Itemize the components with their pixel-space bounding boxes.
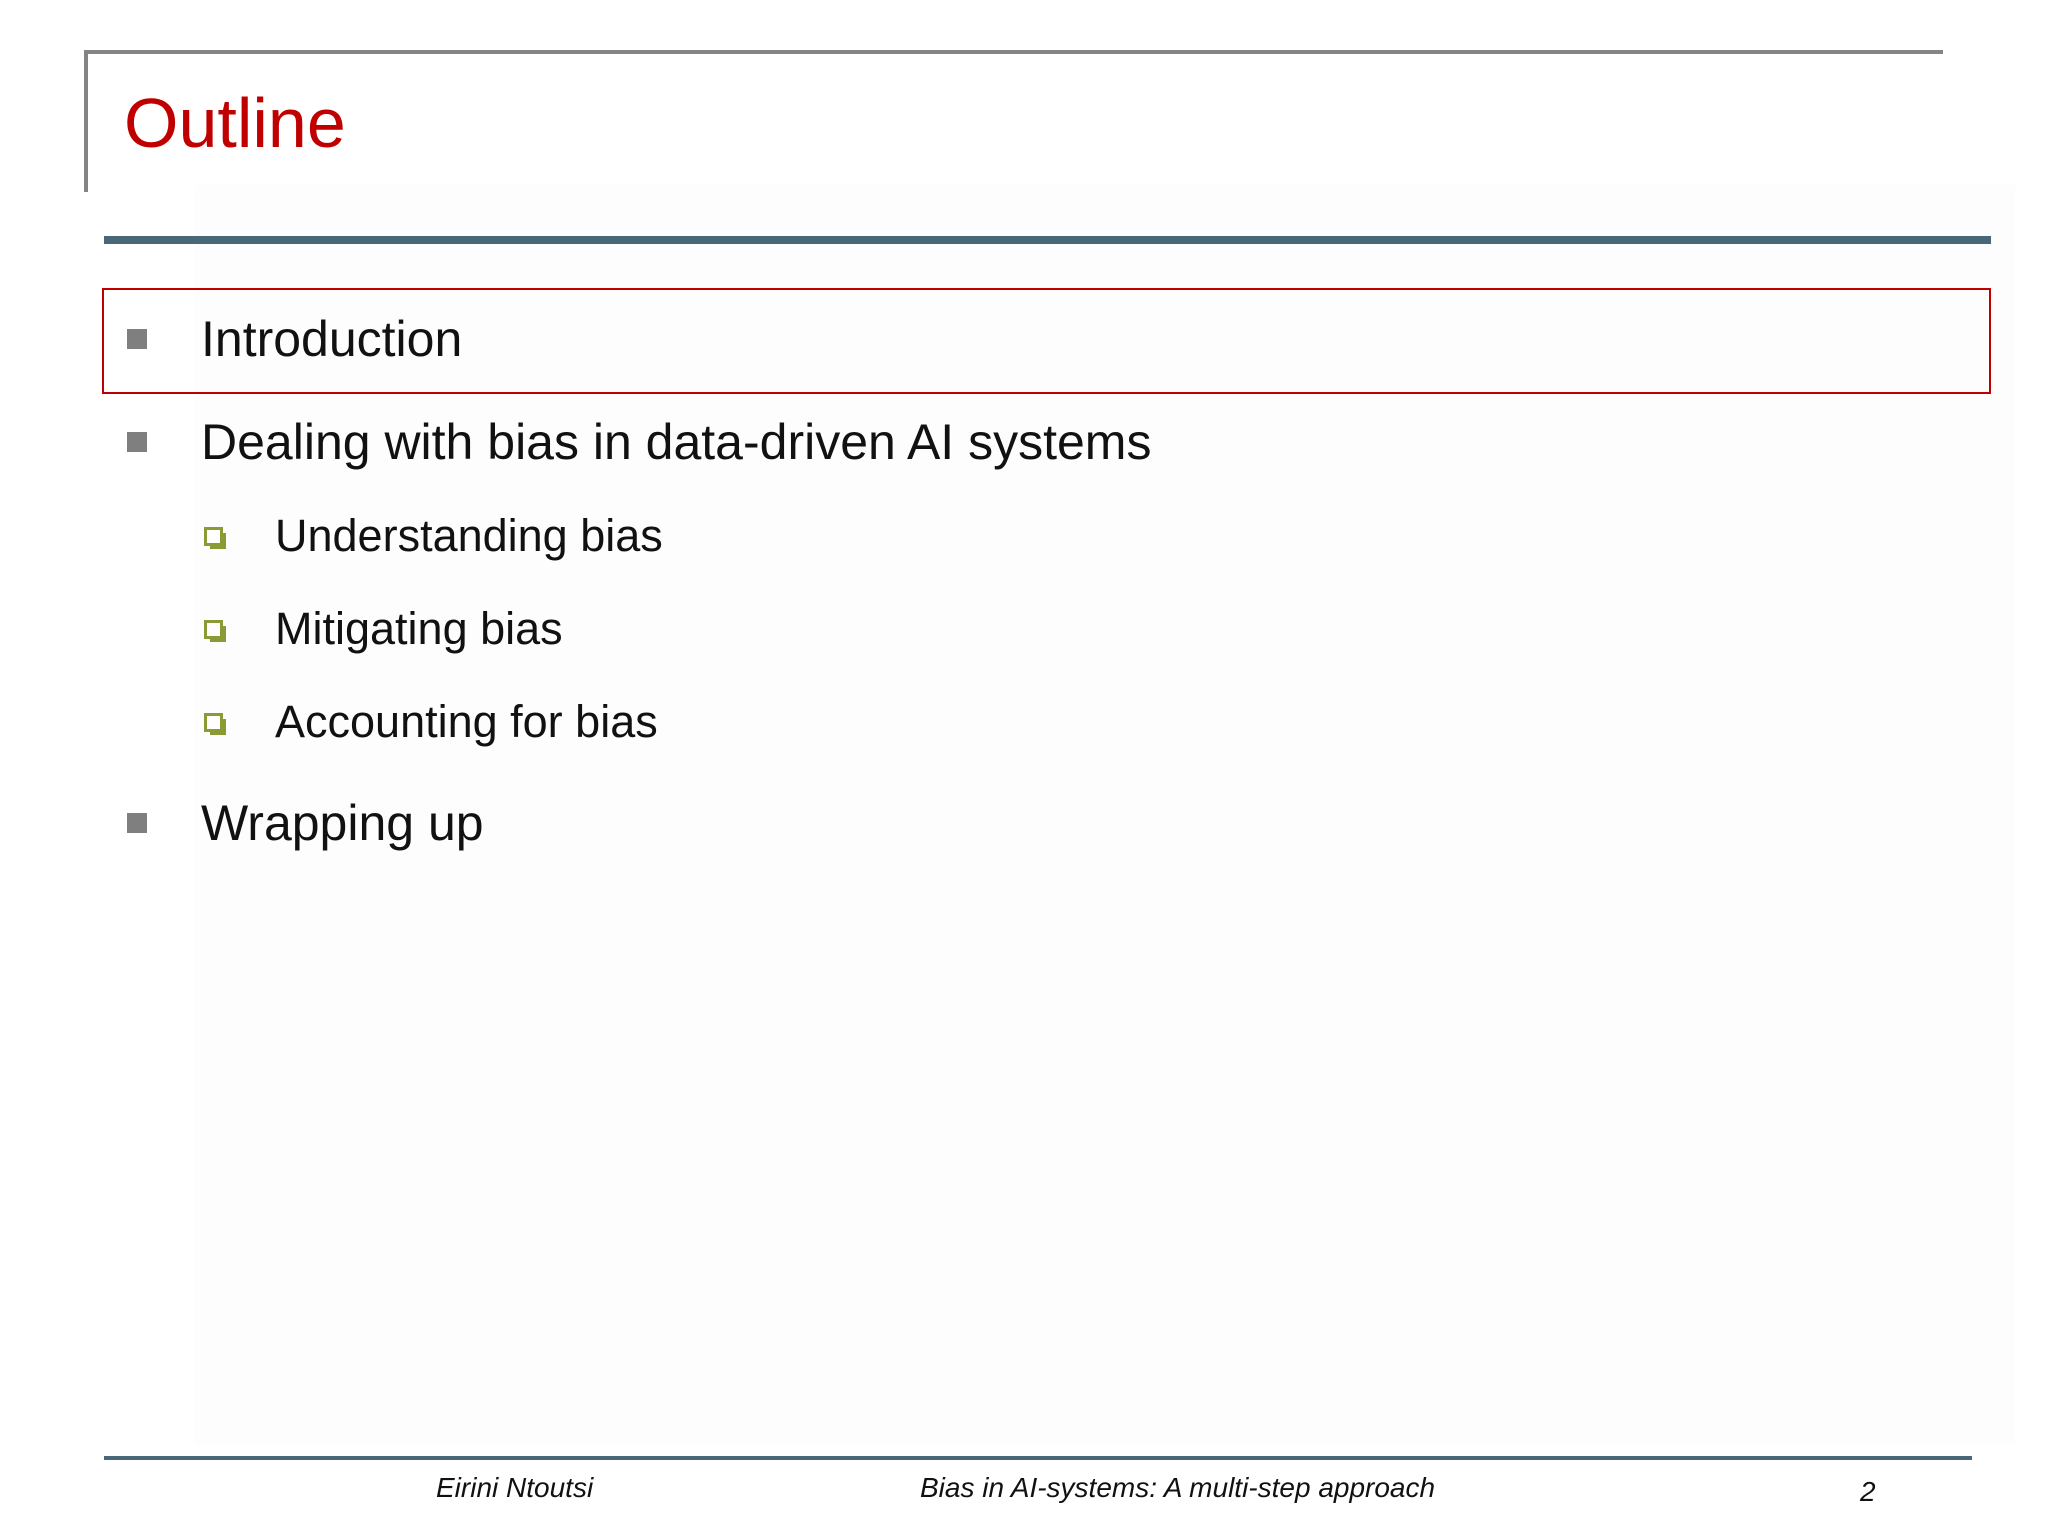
square-bullet-icon (127, 329, 147, 349)
outline-item-label: Introduction (201, 311, 463, 367)
checkbox-bullet-icon (204, 620, 223, 639)
outline-item-label: Wrapping up (201, 795, 484, 851)
outline-item-label: Dealing with bias in data-driven AI systems (201, 414, 1152, 470)
square-bullet-icon (127, 813, 147, 833)
page-number: 2 (1860, 1476, 1876, 1507)
square-bullet-icon (127, 432, 147, 452)
slide-title: Outline (124, 84, 346, 162)
checkbox-bullet-icon (204, 527, 223, 546)
outline-subitem-label: Mitigating bias (275, 603, 563, 654)
outline-subitem-label: Understanding bias (275, 510, 663, 561)
title-frame (84, 50, 1943, 192)
footer-author: Eirini Ntoutsi (436, 1472, 594, 1503)
outline-subitem-label: Accounting for bias (275, 696, 658, 747)
title-divider (104, 236, 1991, 244)
checkbox-bullet-icon (204, 713, 223, 732)
footer-talk-title: Bias in AI-systems: A multi-step approach (920, 1472, 1436, 1503)
footer-divider (104, 1456, 1972, 1460)
